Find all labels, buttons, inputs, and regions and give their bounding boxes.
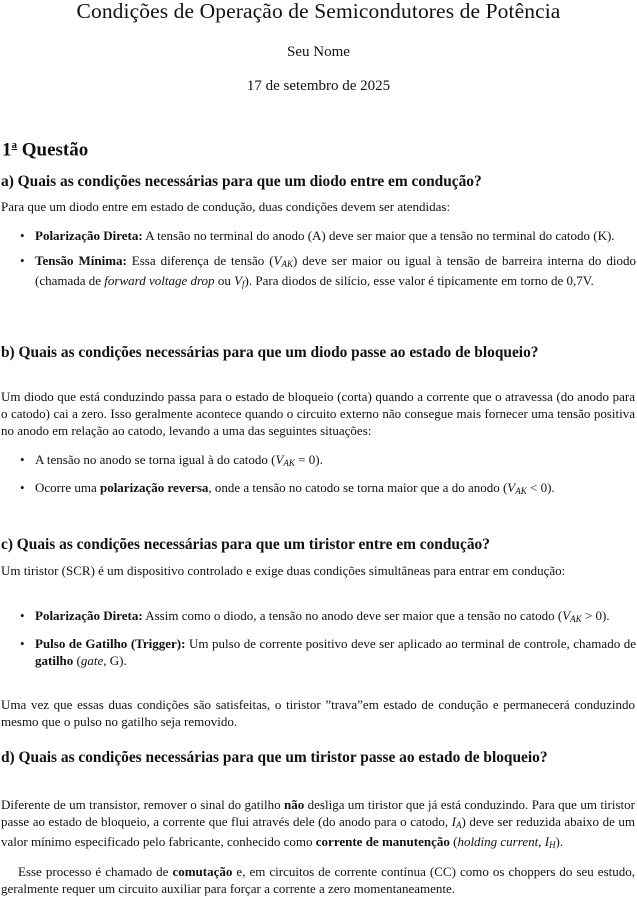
- item-bold-label: Tensão Mínima:: [35, 252, 127, 268]
- question-c-heading: c) Quais as condições necessárias para que um tiristor entre em condução?: [1, 536, 490, 553]
- para-italic: holding current: [457, 833, 539, 849]
- question-c-list: [0, 608, 636, 669]
- item-text: (: [73, 652, 81, 668]
- question-d-paragraph-1: [1, 797, 635, 853]
- para-text: ,: [538, 833, 545, 849]
- item-text: ou: [214, 272, 235, 288]
- math-symbol: V: [275, 452, 284, 467]
- item-bold: polarização reversa: [99, 479, 209, 495]
- item-text: Um pulso de corrente positivo deve ser aplicado ao terminal de controle, chamado de: [185, 635, 636, 651]
- math-symbol: I: [544, 833, 550, 849]
- section-ordinal: a: [11, 139, 17, 151]
- para-text: Diferente de um transistor, remover o sinal do gatilho: [1, 797, 285, 812]
- item-bold-label: Pulso de Gatilho (Trigger):: [35, 635, 186, 651]
- document-title: Condições de Operação de Semicondutores de Potência: [76, 0, 561, 23]
- bullet-icon: •: [20, 608, 25, 623]
- question-b-list: [0, 452, 636, 500]
- math-subscript: AK: [570, 614, 582, 624]
- math-symbol: V: [507, 479, 516, 495]
- list-item: [0, 253, 636, 293]
- document-date: 17 de setembro de 2025: [246, 78, 391, 94]
- para-text: (: [449, 833, 458, 849]
- item-text: > 0).: [581, 608, 610, 623]
- question-b-heading: b) Quais as condições necessárias para que um diodo passe ao estado de bloqueio?: [1, 344, 539, 361]
- item-italic: gate: [80, 652, 104, 668]
- question-d-paragraph-2: [1, 864, 635, 898]
- item-bold-label: Polarização Direta:: [35, 228, 143, 243]
- para-text: Esse processo é chamado de: [18, 864, 173, 879]
- para-text: desliga um tiristor que já está conduzindo. Para que um tiristor passe ao estado de bloqueio, a corrente que flui através dele (do anodo para o catodo,: [1, 797, 635, 829]
- bullet-icon: •: [20, 479, 25, 495]
- question-b-intro: Um diodo que está conduzindo passa para o estado de bloqueio (corta) quando a corrente que o atravessa (do anodo para o catodo) cai a zero. Isso geralmente acontece quando o circuito externo não consegue mais fornecer uma tensão positiva no anodo em relação ao catodo, levando a uma das seguintes situações:: [1, 389, 635, 438]
- math-subscript: AK: [281, 258, 294, 269]
- para-bold: comutação: [172, 864, 233, 879]
- section-heading: [2, 133, 88, 162]
- item-bold: gatilho: [35, 652, 74, 668]
- list-item: [0, 480, 636, 500]
- item-text: ) deve ser maior ou igual à tensão de barreira interna do diodo (chamada de: [35, 252, 636, 288]
- para-bold: não: [284, 797, 305, 812]
- question-a-list: [0, 228, 636, 292]
- section-title: Questão: [21, 139, 89, 161]
- bullet-icon: •: [20, 635, 25, 651]
- item-text: Assim como o diodo, a tensão no anodo deve ser maior que a tensão no catodo (: [142, 608, 563, 623]
- math-subscript: f: [242, 278, 245, 289]
- item-text: < 0).: [526, 479, 555, 495]
- item-text: ). Para diodos de silício, esse valor é tipicamente em torno de 0,7V.: [244, 272, 594, 288]
- math-subscript: AK: [283, 458, 295, 468]
- document-author: Seu Nome: [287, 44, 350, 60]
- section-number: 1: [2, 139, 12, 161]
- math-subscript: A: [456, 819, 462, 830]
- bullet-icon: •: [20, 452, 25, 467]
- item-text: A tensão no terminal do anodo (A) deve ser maior que a tensão no terminal do catodo (K).: [142, 228, 615, 243]
- math-symbol: V: [234, 272, 243, 288]
- item-text: , G).: [103, 652, 127, 668]
- list-item: [0, 452, 636, 472]
- math-symbol: V: [562, 608, 571, 623]
- question-d-heading: d) Quais as condições necessárias para que um tiristor passe ao estado de bloqueio?: [1, 749, 548, 766]
- para-bold: corrente de manutenção: [315, 833, 450, 849]
- question-c-outro: Uma vez que essas duas condições são satisfeitas, o tiristor ”trava”em estado de condução e permanecerá conduzindo mesmo que o pulso no gatilho seja removido.: [1, 697, 635, 729]
- list-item: [0, 636, 636, 670]
- item-text: Ocorre uma: [35, 479, 100, 495]
- item-text: = 0).: [294, 452, 323, 467]
- bullet-icon: •: [20, 228, 25, 243]
- para-text: ) deve ser reduzida abaixo de um valor mínimo especificado pelo fabricante, conhecido como: [1, 813, 635, 849]
- para-text: e, em circuitos de corrente contínua (CC) como os choppers do seu estudo, geralmente requer um circuito auxiliar para forçar a corrente a zero momentaneamente.: [1, 864, 635, 896]
- math-subscript: AK: [515, 485, 527, 496]
- math-subscript: H: [549, 839, 556, 850]
- para-text: ).: [555, 833, 564, 849]
- bullet-icon: •: [20, 252, 25, 268]
- math-symbol: V: [273, 252, 282, 268]
- math-symbol: I: [451, 813, 456, 829]
- item-text: Essa diferença de tensão (: [126, 252, 274, 268]
- list-item: [0, 608, 636, 628]
- question-a-heading: a) Quais as condições necessárias para que um diodo entre em condução?: [1, 173, 482, 190]
- question-c-intro: Um tiristor (SCR) é um dispositivo controlado e exige duas condições simultâneas para entrar em condução:: [1, 563, 566, 578]
- item-bold-label: Polarização Direta:: [35, 608, 143, 623]
- item-text: , onde a tensão no catodo se torna maior que a do anodo (: [208, 479, 508, 495]
- question-a-intro: Para que um diodo entre em estado de condução, duas condições devem ser atendidas:: [1, 199, 451, 214]
- list-item: [0, 228, 636, 245]
- item-text: A tensão no anodo se torna igual à do catodo (: [35, 452, 276, 467]
- item-italic: forward voltage drop: [104, 272, 215, 288]
